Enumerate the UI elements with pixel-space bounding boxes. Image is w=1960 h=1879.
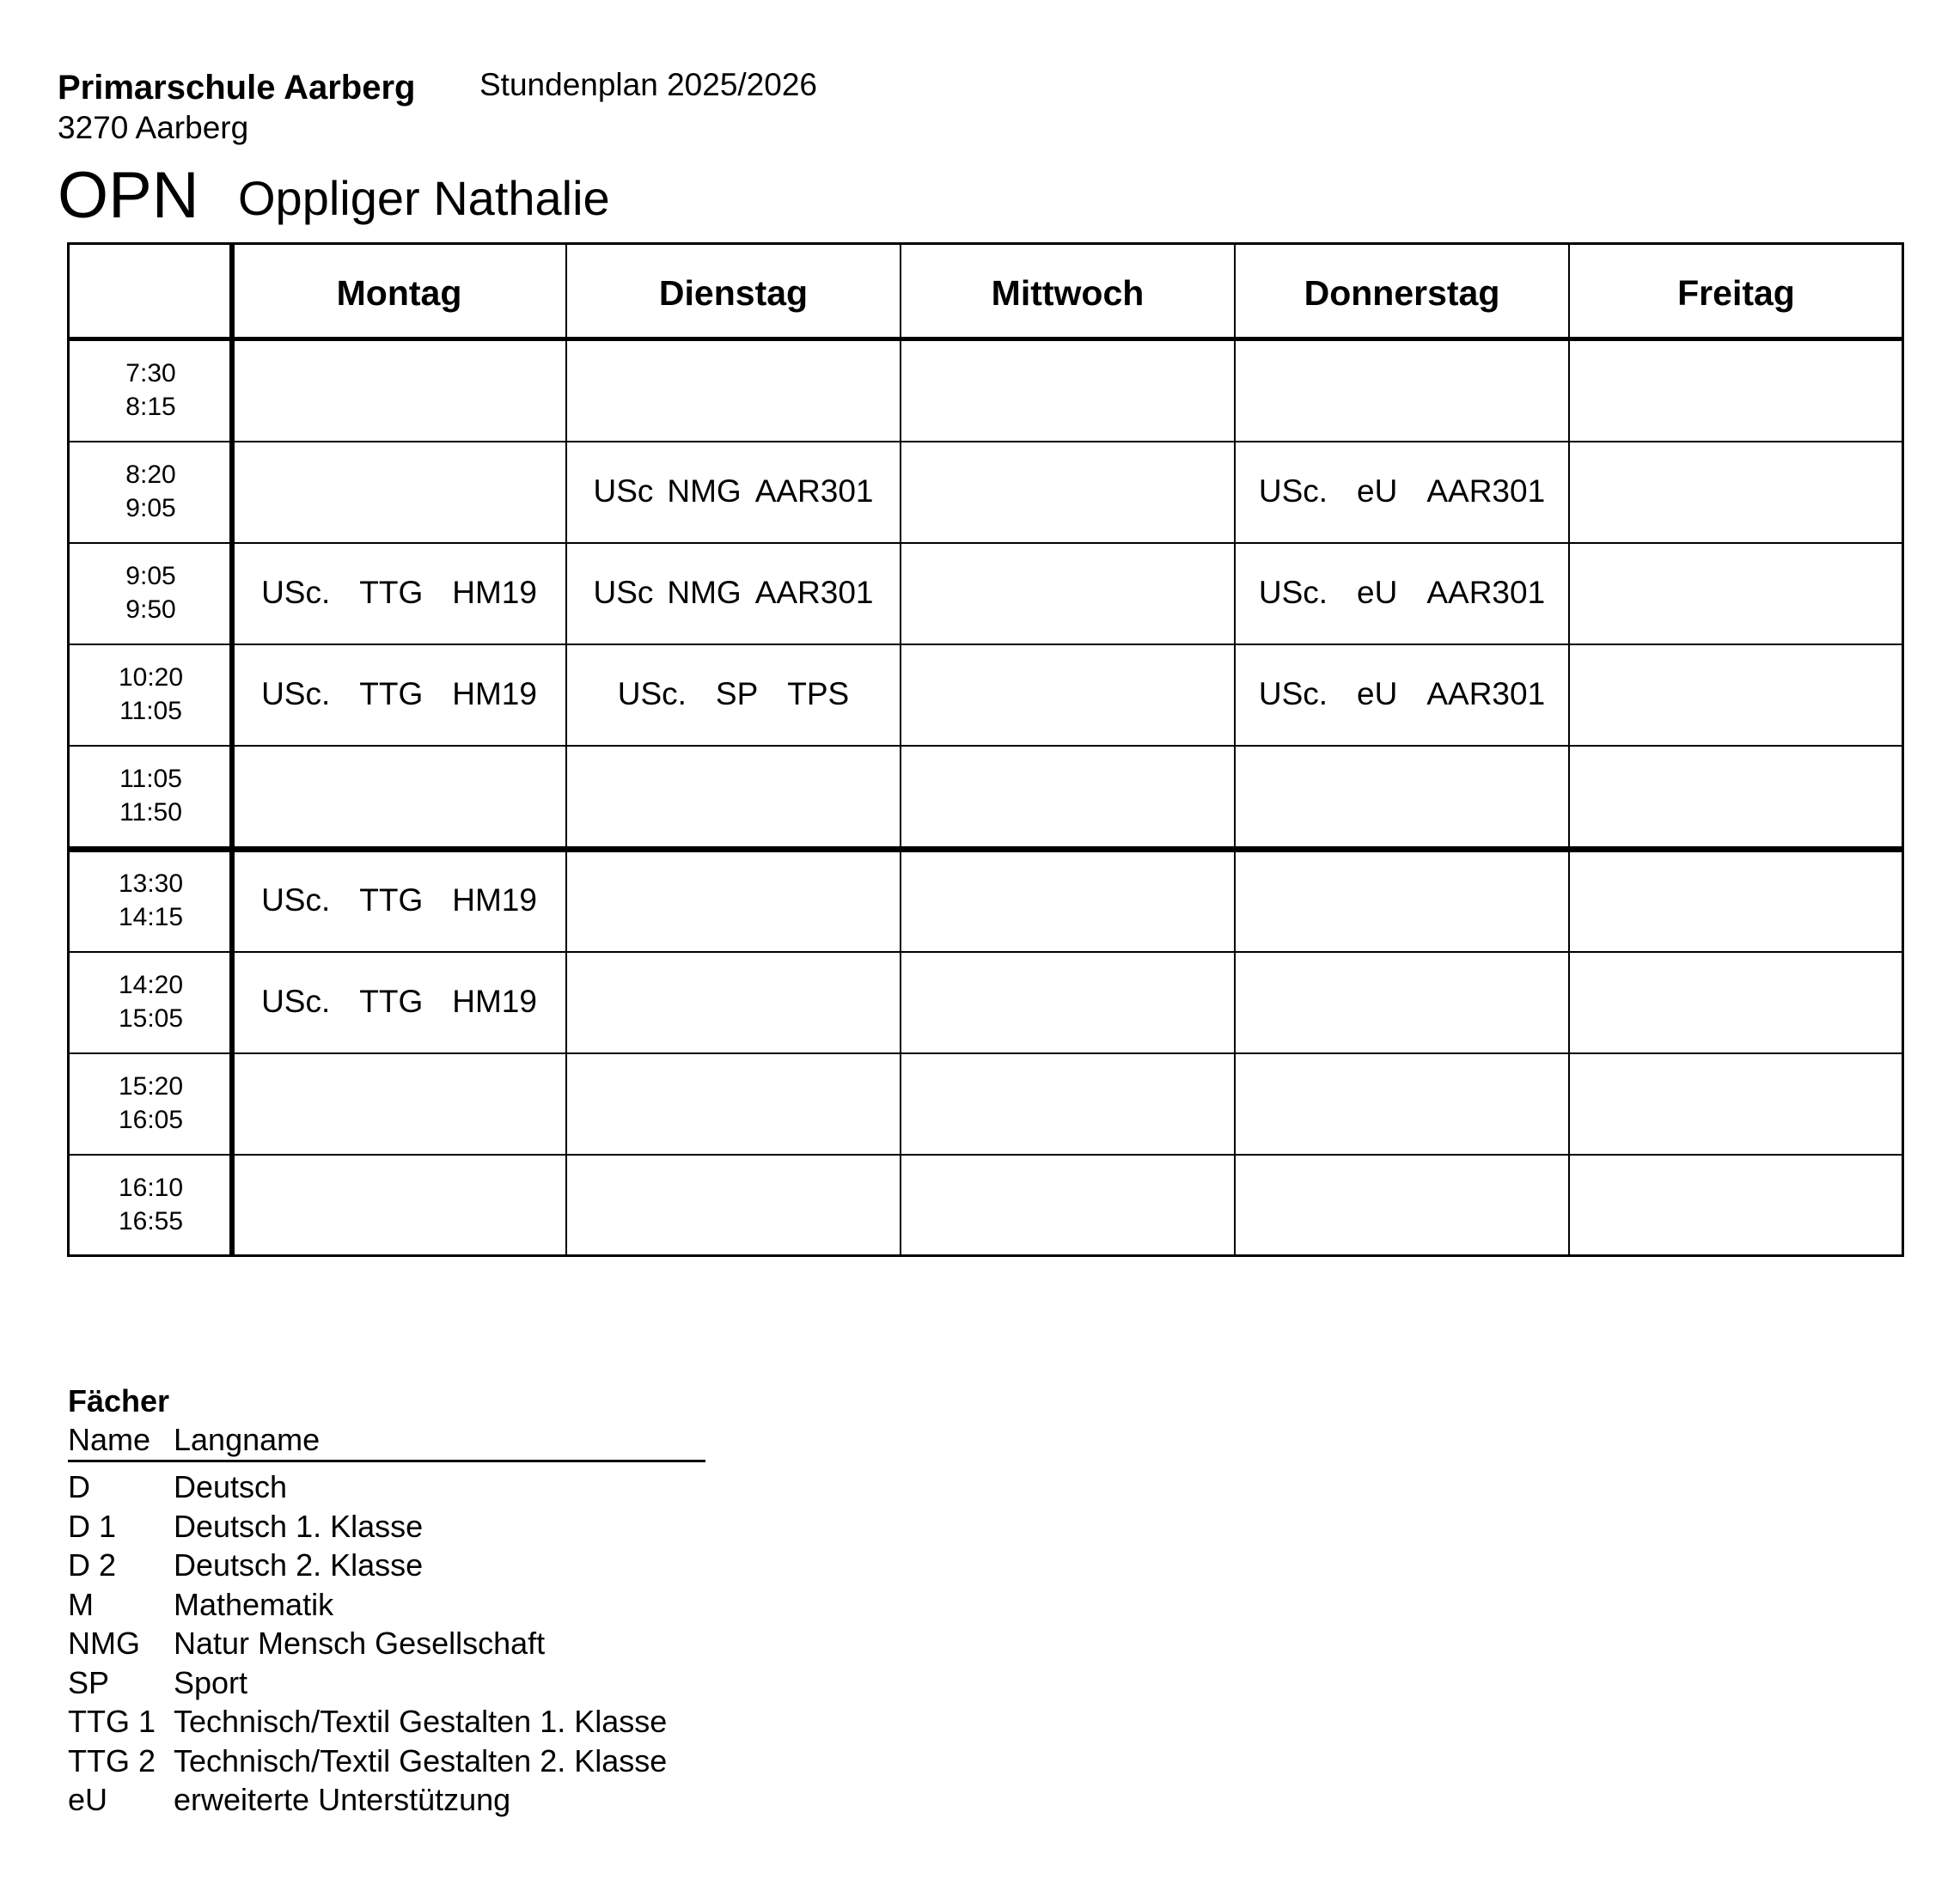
period-start: 11:05 xyxy=(119,765,182,793)
legend-item xyxy=(68,1624,705,1663)
period-end: 16:55 xyxy=(118,1207,184,1235)
legend-item xyxy=(68,1742,705,1781)
legend-item-longname: Technisch/Textil Gestalten 1. Klasse xyxy=(174,1704,668,1739)
lesson-subject: eU xyxy=(1357,473,1398,509)
legend-header-name: Name xyxy=(68,1422,151,1457)
row-divider xyxy=(70,1154,1902,1156)
period-end: 14:15 xyxy=(118,903,184,931)
lesson-room: AAR301 xyxy=(1426,575,1546,610)
legend-item-longname: Deutsch 2. Klasse xyxy=(174,1547,424,1583)
legend-item-longname: Natur Mensch Gesellschaft xyxy=(174,1626,546,1661)
legend-item-name: TTG 2 xyxy=(68,1742,156,1778)
lesson-cell xyxy=(566,441,901,542)
lesson-subject: SP xyxy=(715,676,759,711)
lesson-cell xyxy=(566,542,901,644)
row-divider xyxy=(70,1052,1902,1054)
row-divider xyxy=(70,745,1902,747)
lesson-room: HM19 xyxy=(452,676,537,711)
lesson-room: HM19 xyxy=(452,882,537,918)
legend-header-longname: Langname xyxy=(174,1422,321,1457)
legend-item-name: NMG xyxy=(68,1626,140,1661)
timetable-grid xyxy=(67,242,1904,1257)
period-start: 9:05 xyxy=(125,562,176,590)
lesson-teacher: USc. xyxy=(261,882,331,918)
legend-item xyxy=(68,1546,705,1585)
subject-legend xyxy=(68,1382,705,1820)
period-end: 9:05 xyxy=(125,494,176,522)
lesson-teacher: USc. xyxy=(1258,473,1328,509)
lesson-cell xyxy=(232,850,566,951)
lesson-subject: NMG xyxy=(667,473,742,509)
lesson-room: AAR301 xyxy=(1426,676,1546,711)
lesson-cell xyxy=(1235,644,1569,745)
lesson-cell xyxy=(232,644,566,745)
day-header-donnerstag: Donnerstag xyxy=(1304,272,1500,313)
period-time xyxy=(70,1054,232,1152)
school-city: 3270 Aarberg xyxy=(58,110,249,145)
legend-item-name: SP xyxy=(68,1664,110,1700)
lesson-subject: TTG xyxy=(359,882,424,918)
lesson-subject: NMG xyxy=(667,575,742,610)
legend-item-longname: Deutsch 1. Klasse xyxy=(174,1508,424,1544)
day-header-montag: Montag xyxy=(336,272,462,313)
teacher-name: Oppliger Nathalie xyxy=(238,171,610,225)
lesson-cell xyxy=(1235,441,1569,542)
day-header-mittwoch: Mittwoch xyxy=(991,272,1145,313)
period-time xyxy=(70,1156,232,1254)
lesson-teacher: USc xyxy=(593,575,654,610)
day-column-divider xyxy=(1568,245,1570,1254)
period-end: 16:05 xyxy=(118,1106,184,1134)
lesson-cell xyxy=(566,644,901,745)
legend-item xyxy=(68,1507,705,1547)
legend-item-name: eU xyxy=(68,1782,108,1817)
legend-item xyxy=(68,1702,705,1742)
school-name: Primarschule Aarberg xyxy=(58,69,416,107)
lesson-teacher: USc. xyxy=(261,676,331,711)
plan-title: Stundenplan 2025/2026 xyxy=(479,67,817,102)
legend-list xyxy=(68,1467,705,1820)
period-end: 15:05 xyxy=(118,1004,184,1033)
period-start: 15:20 xyxy=(118,1072,184,1101)
legend-item xyxy=(68,1585,705,1625)
lesson-teacher: USc. xyxy=(261,984,331,1019)
lesson-room: HM19 xyxy=(452,984,537,1019)
lesson-room: TPS xyxy=(787,676,850,711)
lesson-teacher: USc xyxy=(593,473,654,509)
period-start: 7:30 xyxy=(125,359,176,387)
lesson-subject: eU xyxy=(1357,575,1398,610)
legend-item xyxy=(68,1663,705,1703)
period-time xyxy=(70,544,232,642)
legend-item-longname: Deutsch xyxy=(174,1469,288,1504)
period-start: 16:10 xyxy=(118,1174,184,1202)
legend-item-name: D 2 xyxy=(68,1547,117,1583)
lesson-cell xyxy=(1235,542,1569,644)
day-header-freitag: Freitag xyxy=(1677,272,1795,313)
lesson-room: AAR301 xyxy=(1426,473,1546,509)
period-time xyxy=(70,851,232,949)
period-start: 13:30 xyxy=(118,869,184,898)
period-time xyxy=(70,747,232,845)
legend-item-longname: Technisch/Textil Gestalten 2. Klasse xyxy=(174,1742,668,1778)
period-start: 14:20 xyxy=(118,971,184,999)
period-time xyxy=(70,645,232,743)
legend-item-longname: erweiterte Unterstützung xyxy=(174,1782,511,1817)
day-column-divider xyxy=(565,245,567,1254)
period-end: 11:05 xyxy=(119,697,182,725)
period-end: 11:50 xyxy=(119,798,182,827)
day-header-dienstag: Dienstag xyxy=(658,272,809,313)
lesson-room: AAR301 xyxy=(754,473,874,509)
lesson-room: AAR301 xyxy=(754,575,874,610)
period-time xyxy=(70,341,232,439)
teacher-code: OPN xyxy=(58,159,199,232)
lesson-subject: eU xyxy=(1357,676,1398,711)
legend-item xyxy=(68,1467,705,1507)
lesson-cell xyxy=(232,951,566,1052)
day-column-divider xyxy=(1234,245,1236,1254)
period-time xyxy=(70,442,232,540)
lesson-teacher: USc. xyxy=(617,676,687,711)
legend-item xyxy=(68,1780,705,1820)
lesson-subject: TTG xyxy=(359,575,424,610)
period-end: 8:15 xyxy=(125,393,176,421)
row-divider xyxy=(70,441,1902,442)
lesson-subject: TTG xyxy=(359,984,424,1019)
lesson-teacher: USc. xyxy=(261,575,331,610)
legend-item-name: D 1 xyxy=(68,1508,117,1544)
lesson-room: HM19 xyxy=(452,575,537,610)
lesson-teacher: USc. xyxy=(1258,575,1328,610)
period-start: 10:20 xyxy=(118,663,184,692)
legend-item-name: M xyxy=(68,1586,94,1622)
legend-item-name: TTG 1 xyxy=(68,1704,156,1739)
day-column-divider xyxy=(900,245,901,1254)
period-end: 9:50 xyxy=(125,595,176,624)
period-time xyxy=(70,953,232,1051)
legend-item-longname: Mathematik xyxy=(174,1586,334,1622)
lesson-subject: TTG xyxy=(359,676,424,711)
lesson-teacher: USc. xyxy=(1258,676,1328,711)
legend-title: Fächer xyxy=(68,1383,170,1418)
lesson-cell xyxy=(232,542,566,644)
legend-item-name: D xyxy=(68,1469,90,1504)
legend-item-longname: Sport xyxy=(174,1664,248,1700)
period-start: 8:20 xyxy=(125,461,176,489)
legend-header xyxy=(68,1421,705,1462)
